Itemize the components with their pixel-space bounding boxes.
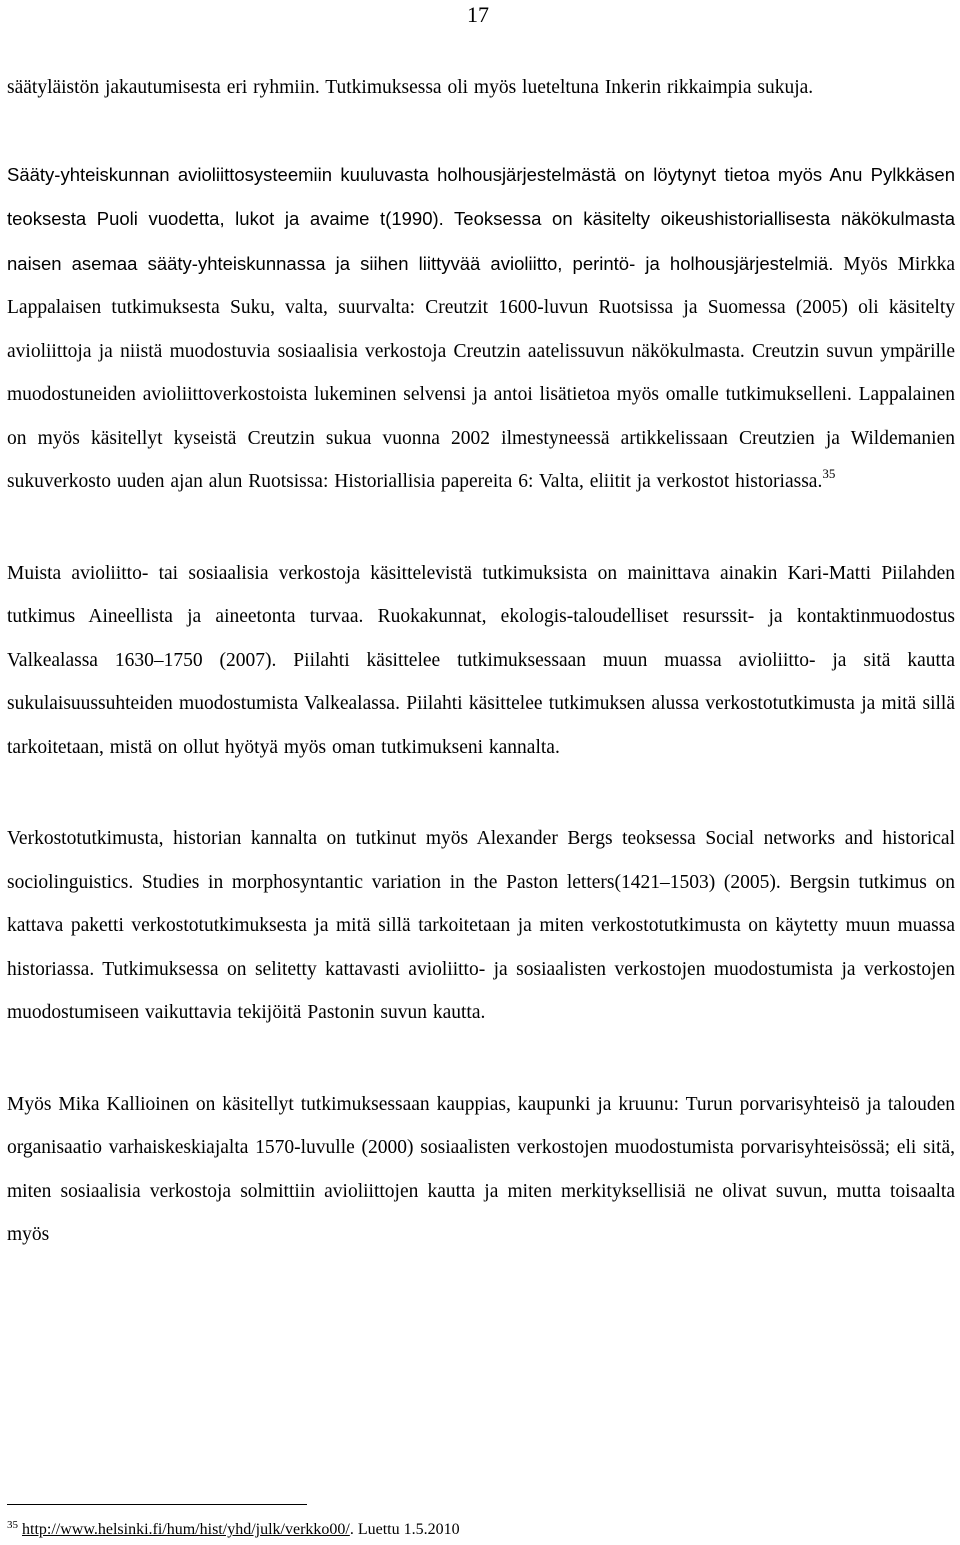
- page-number: 17: [467, 2, 489, 27]
- page-body: [7, 66, 955, 1257]
- paragraph-4: Verkostotutkimusta, historian kannalta on tutkinut myös Alexander Bergs teoksessa Social networks and historical sociolinguistics. Studies in morphosyntantic variation in the Paston letters(1421–1503) (2005). Bergsin tutkimus on kattava paketti verkostotutkimuksesta ja mitä sillä tarkoitetaan ja miten verkostotutkimusta on käytetty muun muassa historiassa. Tutkimuksessa on selitetty kattavasti avioliitto- ja sosiaalisten verkostojen muodostumista ja verkostojen muodostumiseen vaikuttavia tekijöitä Pastonin suvun kautta.: [7, 828, 955, 1023]
- footnote-link[interactable]: http://www.helsinki.fi/hum/hist/yhd/julk/verkko00/: [22, 1521, 350, 1538]
- footnote-number: 35: [7, 1519, 18, 1531]
- paragraph-2-rest: Myös Mirkka Lappalaisen tutkimuksesta Suku, valta, suurvalta: Creutzit 1600-luvun Ruotsissa ja Suomessa (2005) oli käsitelty avioliittoja ja niistä muodostuvia sosiaalisia verkostoja Creutzin aatelissuvun näkökulmasta. Creutzin suvun ympärille muodostuneiden avioliittoverkostoista lukeminen selvensi ja antoi lisätietoa myös omalle tutkimukselleni. Lappalainen on myös käsitellyt kyseistä Creutzin sukua vuonna 2002 ilmestyneessä artikkelissaan Creutzien ja Wildemanien sukuverkosto uuden ajan alun Ruotsissa: Historiallisia papereita 6: Valta, eliitit ja verkostot historiassa.: [7, 253, 955, 492]
- paragraph-2-start: Sääty-yhteiskunnan avioliittosysteemiin kuuluvasta holhousjärjestelmästä on löytynyt tietoa myös Anu Pylkkäsen teoksesta Puoli vuodetta, lukot ja avaime t(1990). Teoksessa on käsitelty oikeushistoriallisesta näkökulmasta naisen asemaa sääty-yhteiskunnassa ja siihen liittyvää avioliitto, perintö- ja holhousjärjestelmiä.: [7, 163, 955, 274]
- footnote: [7, 1515, 460, 1540]
- footnote-reference[interactable]: 35: [822, 466, 836, 481]
- paragraph-5: Myös Mika Kallioinen on käsitellyt tutkimuksessaan kauppias, kaupunki ja kruunu: Turun porvarisyhteisö ja talouden organisaatio varhaiskeskiajalta 1570-luvulle (2000) sosiaalisten verkostojen muodostumista porvarisyhteisössä; eli sitä, miten sosiaalisia verkostoja solmittiin avioliittojen kautta ja miten merkityksellisiä ne olivat suvun, mutta toisaalta myös: [7, 1093, 955, 1245]
- paragraph-1: säätyläistön jakautumisesta eri ryhmiin. Tutkimuksessa oli myös lueteltuna Inkerin rikkaimpia sukuja.: [7, 77, 814, 98]
- paragraph-3: Muista avioliitto- tai sosiaalisia verkostoja käsittelevistä tutkimuksista on mainittava ainakin Kari-Matti Piilahden tutkimus Aineellista ja aineetonta turvaa. Ruokakunnat, ekologis-taloudelliset resurssit- ja kontaktinmuodostus Valkealassa 1630–1750 (2007). Piilahti käsittelee tutkimuksessaan muun muassa avioliitto- ja sitä kautta sukulaisuussuhteiden muodostumista Valkealassa. Piilahti käsittelee tutkimuksen alussa verkostotutkimusta ja mitä sillä tarkoitetaan, mistä on ollut hyötyä myös oman tutkimukseni kannalta.: [7, 562, 955, 758]
- footnote-text: . Luettu 1.5.2010: [349, 1521, 460, 1538]
- paragraph-2: [7, 153, 955, 504]
- footnote-separator: [7, 1504, 307, 1505]
